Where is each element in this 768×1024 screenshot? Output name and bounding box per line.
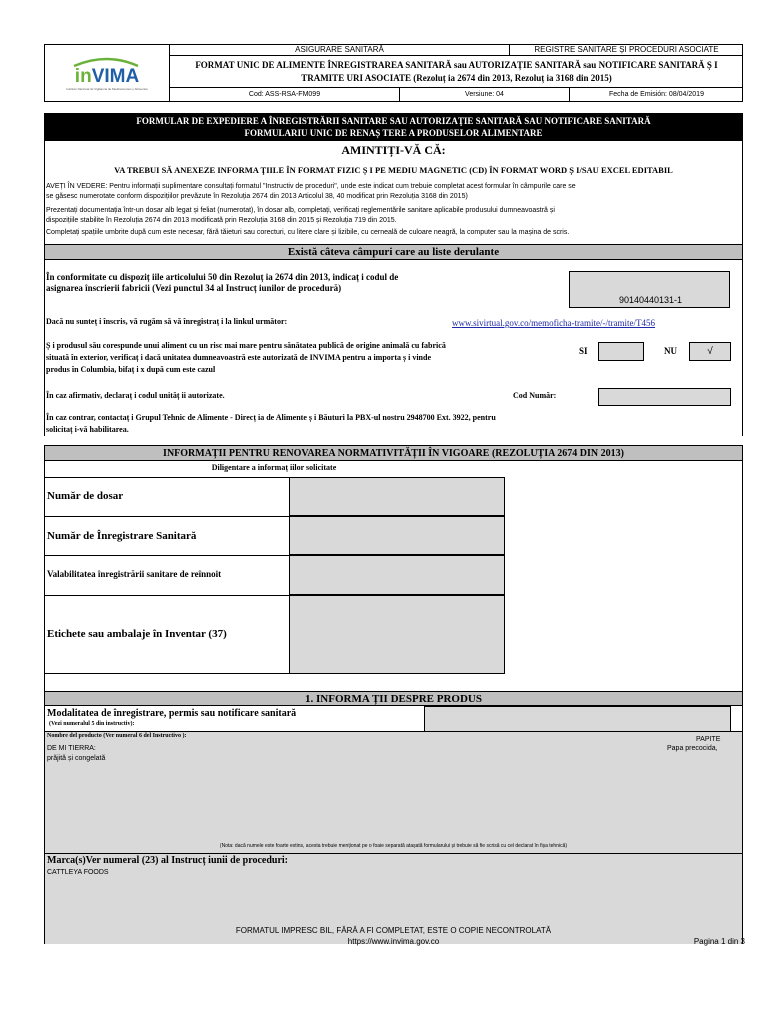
conformity-q5-line1: În caz contrar, contactaț i Grupul Tehnic de Alimente - Direcț ia de Alimente ș i Băuturi la PBX-ul nostru 2948700 Ext. 3922, pentru — [46, 413, 496, 422]
reminder-subtitle: VA TREBUI SĂ ANEXEZE INFORMA ŢIILE ÎN FORMAT FIZIC Ș I PE MEDIU MAGNETIC (CD) ÎN FORMAT WORD Ș I/SAU EXCEL EDITABIL — [114, 165, 673, 175]
cod-number-field[interactable] — [598, 388, 731, 406]
renewal-field-validity[interactable] — [289, 555, 505, 595]
footer-notice: FORMATUL IMPRESC BIL, FĂRĂ A FI COMPLETAT, ESTE O COPIE NECONTROLATĂ — [235, 926, 552, 935]
nu-label: NU — [664, 346, 677, 356]
conformity-q5-line2: solicitaț i-vă habilitarea. — [46, 425, 129, 434]
header-version: Versiune: 04 — [400, 88, 570, 102]
conformity-q1 — [46, 272, 466, 294]
banner-line1: FORMULAR DE EXPEDIERE A ÎNREGISTRĂRII SANITARE SAU AUTORIZAŢIE SANITARĂ SAU NOTIFICARE SANITARĂ — [136, 116, 651, 126]
product-name-right2: Papa precocida, — [667, 745, 718, 752]
renewal-label-registration: Număr de Înregistrare Sanitară — [47, 530, 197, 542]
form-banner — [44, 113, 743, 141]
modality-dropdown[interactable] — [424, 706, 731, 732]
cod-number-label: Cod Număr: — [513, 391, 557, 400]
footer-page: Pagina 1 din 3 — [693, 937, 745, 946]
reminder-p2b: dispozițiile stabilite în Rezoluția 2674 din 2013 modificată prin Rezoluția 3168 din 2015 și Rezoluția 719 din 2015. — [46, 217, 397, 224]
brand-label: Marca(s)Ver numeral (23) al Instrucț iunii de proceduri: — [47, 855, 289, 866]
invima-logo — [44, 44, 170, 102]
dropdown-note: Există câteva câmpuri care au liste derulante — [44, 244, 743, 260]
logo-cell — [44, 44, 170, 102]
product-name-left1: DE MI TIERRA: — [47, 745, 96, 752]
conformity-q5 — [46, 412, 666, 436]
product-title: 1. INFORMA ȚII DESPRE PRODUS — [44, 691, 743, 706]
renewal-field-dosar[interactable] — [289, 477, 505, 516]
conformity-q3-line1: Ș i produsul său corespunde unui aliment cu un risc mai mare pentru sănătatea publică de origine animală cu fabrică — [46, 341, 446, 350]
modality-note: (Vezi numeralul 5 din instructiv): — [49, 721, 135, 727]
renewal-field-labels[interactable] — [289, 595, 505, 674]
header-title — [170, 56, 743, 88]
conformity-q4: În caz afirmativ, declaraț i codul unităț ii autorizate. — [46, 391, 225, 400]
modality-label: Modalitatea de înregistrare, permis sau notificare sanitară — [47, 708, 297, 719]
renewal-label-labels: Etichete sau ambalaje în Inventar (37) — [47, 628, 227, 640]
si-label: SI — [579, 346, 588, 356]
product-name-right1: PAPITE — [696, 736, 721, 743]
brand-value: CATTLEYA FOODS — [47, 869, 109, 876]
conformity-q2: Dacă nu sunteț i înscris, vă rugăm să vă înregistraț i la linkul următor: — [46, 317, 288, 326]
conformity-q1-line1: În conformitate cu dispoziț iile articolului 50 din Rezoluț ia 2674 din 2013, indicaț i codul de — [46, 272, 399, 282]
nu-checkbox[interactable]: √ — [689, 342, 731, 361]
reminder-p3: Completați spațiile umbrite după cum este necesar, fără tăieturi sau corecturi, cu litere clare și lizibile, cu cerneală de culoare neagră, la computer sau la mașina de scris. — [46, 229, 570, 236]
header-code: Cod: ASS-RSA-FM099 — [170, 88, 400, 102]
conformity-q1-line2: asignarea înscrierii fabricii (Vezi punctul 34 al Instrucț iunilor de procedură) — [46, 283, 342, 293]
header-top-right: REGISTRE SANITARE ȘI PROCEDURI ASOCIATE — [510, 44, 743, 56]
si-checkbox[interactable] — [598, 342, 644, 361]
reminder-title: AMINTIȚI-VĂ CĂ: — [341, 143, 446, 157]
factory-code-field[interactable] — [569, 271, 730, 308]
header-title-line2: TRAMITE URI ASOCIATE (Rezoluț ia 2674 din 2013, Rezoluț ia 3168 din 2015) — [301, 73, 612, 83]
header-title-line1: FORMAT UNIC DE ALIMENTE ÎNREGISTRAREA SANITARĂ sau AUTORIZAȚIE SANITARĂ sau NOTIFICARE SANITARĂ Ș I — [195, 60, 718, 70]
product-name-area[interactable] — [44, 732, 743, 854]
renewal-label-validity: Valabilitatea înregistrării sanitare de reînnoit — [47, 569, 222, 579]
product-name-note: (Nota: dacă numele este foarte extins, acesta trebuie menționat pe o foaie separată atașată formularului și trebuie să fie scrisă cu cel declarat în fișa tehnică) — [219, 843, 568, 849]
reminder-p1a: AVEȚI ÎN VEDERE: Pentru informații suplimentare consultați formatul "Instructiv de proceduri", unde este indicat cum trebuie completat acest formular în câmpurile care se — [46, 183, 576, 190]
renewal-label-dosar: Număr de dosar — [47, 490, 124, 502]
header-date: Fecha de Emisión: 08/04/2019 — [609, 91, 704, 98]
conformity-q3-line3: produs în Columbia, bifaț i x după cum este cazul — [46, 365, 216, 374]
renewal-title: INFORMAȚII PENTRU RENOVAREA NORMATIVITĂȚII ÎN VIGOARE (REZOLUȚIA 2674 DIN 2013) — [44, 445, 743, 461]
reminder-p2a: Prezentați documentația într-un dosar alb legat și feliat (numerotat), în dosar alb, completați, verificați reglementările sanitare aplicabile produsului dumneavoastră și — [46, 207, 555, 214]
product-name-label: Nombre del producto (Ver numeral 6 del Instructivo ): — [47, 733, 187, 739]
product-name-left2: prăjită și congelată — [47, 755, 106, 762]
svg-text:inVIMA: inVIMA — [74, 66, 140, 87]
banner-line2: FORMULARIU UNIC DE RENAȘ TERE A PRODUSELOR ALIMENTARE — [244, 128, 543, 138]
renewal-field-registration[interactable] — [289, 516, 505, 555]
svg-text:Instituto Nacional de Vigilanc: Instituto Nacional de Vigilancia de Medicamentos y Alimentos — [66, 87, 148, 91]
footer-url[interactable]: https://www.invima.gov.co — [347, 937, 440, 946]
registration-link[interactable]: www.sivirtual.gov.co/memoficha-tramite/-/tramite/T456 — [452, 318, 656, 328]
factory-code-value: 90140440131-1 — [618, 295, 683, 305]
header-top-left: ASIGURARE SANITARĂ — [170, 44, 510, 56]
conformity-q3 — [46, 340, 526, 376]
renewal-subtitle: Diligentare a informaț iilor solicitate — [211, 463, 337, 472]
reminder-p1b: se găsesc numerotate conform dispozițiilor prevăzute în Rezoluția 2674 din 2013 Articolul 38, 40 modificat prin Rezoluția 3168 din 2015) — [46, 193, 468, 200]
conformity-q3-line2: situată în exterior, verificaț i dacă unitatea dumneavoastră este autorizată de INVIMA pentru a importa ș i vinde — [46, 353, 431, 362]
